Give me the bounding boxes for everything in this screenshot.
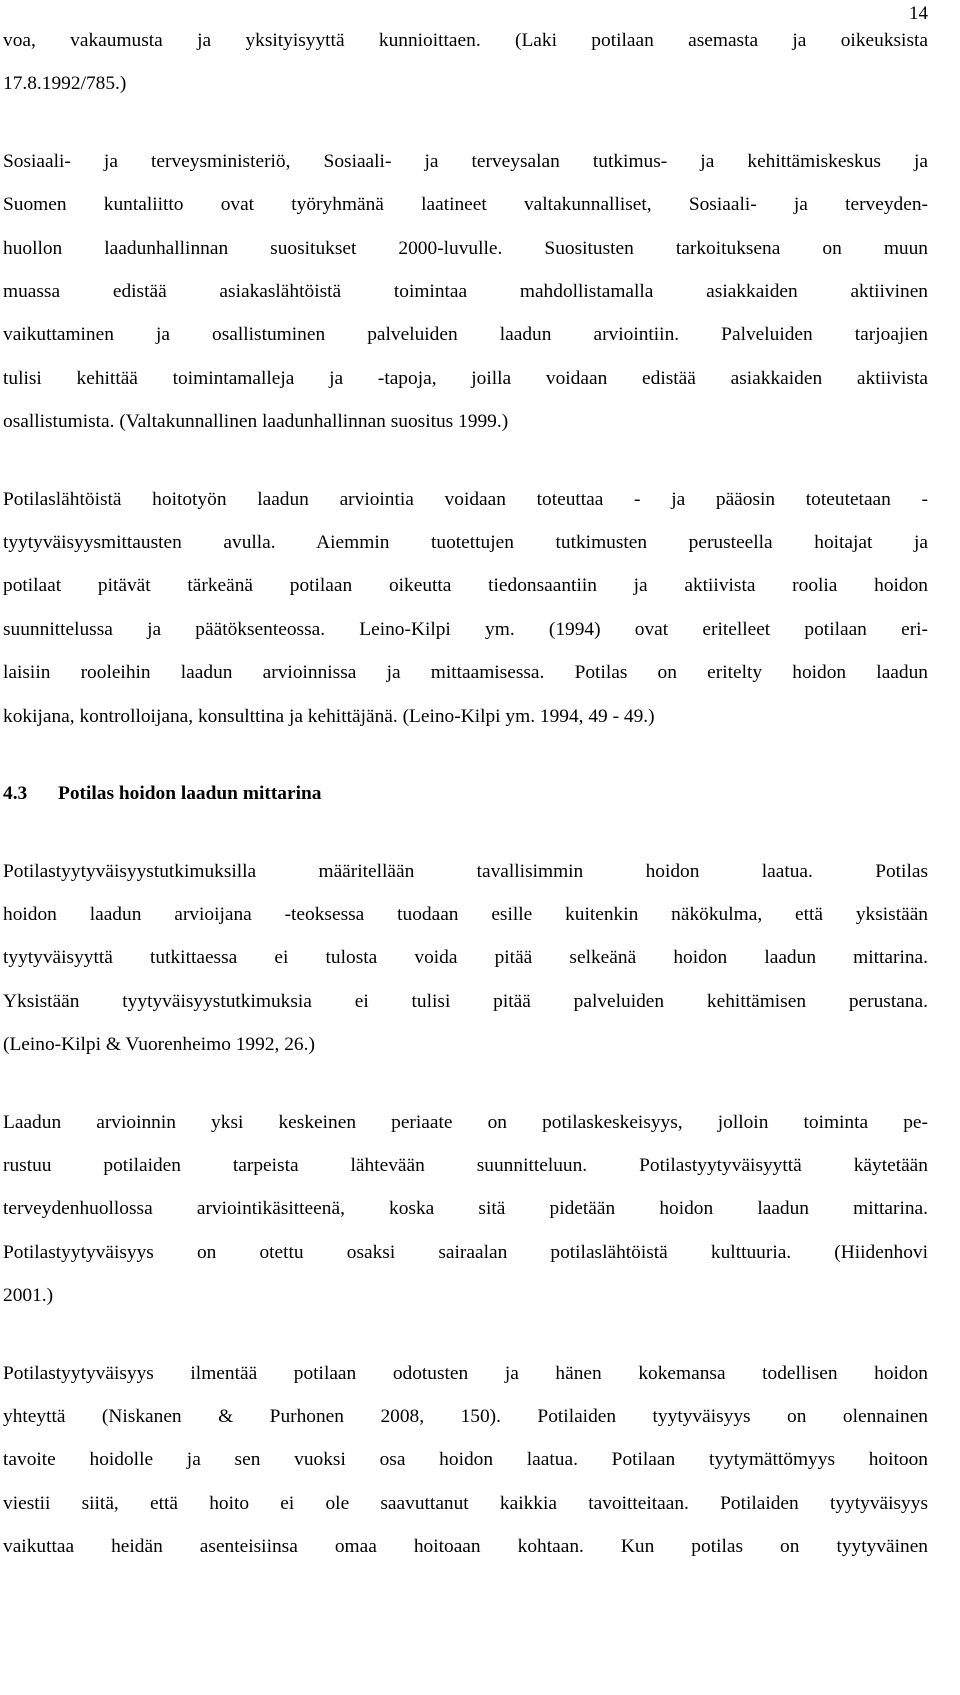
text-line: hoidon laadun arvioijana -teoksessa tuodaan esille kuitenkin näkökulma, että yksistään (3, 903, 928, 925)
paragraph-gap (3, 444, 928, 478)
text-line: yhteyttä (Niskanen & Purhonen 2008, 150). Potilaiden tyytyväisyys on olennainen (3, 1405, 928, 1427)
text-line: Potilastyytyväisyys on otettu osaksi sairaalan potilaslähtöistä kulttuuria. (Hiidenhovi (3, 1241, 928, 1263)
text-line: terveydenhuollossa arviointikäsitteenä, koska sitä pidetään hoidon laadun mittarina. (3, 1198, 928, 1220)
text-line: potilaat pitävät tärkeänä potilaan oikeutta tiedonsaantiin ja aktiivista roolia hoidon (3, 575, 928, 597)
text-line: tulisi kehittää toimintamalleja ja -tapoja, joilla voidaan edistää asiakkaiden aktiivista (3, 367, 928, 389)
text-line: Sosiaali- ja terveysministeriö, Sosiaali- ja terveysalan tutkimus- ja kehittämiskeskus ja (3, 150, 928, 172)
text-line: huollon laadunhallinnan suositukset 2000-luvulle. Suositusten tarkoituksena on muun (3, 237, 928, 259)
text-line: laisiin rooleihin laadun arvioinnissa ja mittaamisessa. Potilas on eritelty hoidon laadun (3, 662, 928, 684)
text-line: tyytyväisyysmittausten avulla. Aiemmin tuotettujen tutkimusten perusteella hoitajat ja (3, 532, 928, 554)
text-line: tyytyväisyyttä tutkittaessa ei tulosta voida pitää selkeänä hoidon laadun mittarina. (3, 947, 928, 969)
text-line: Yksistään tyytyväisyystutkimuksia ei tulisi pitää palveluiden kehittämisen perustana. (3, 990, 928, 1012)
section-number: 4.3 (3, 783, 28, 805)
section-title: Potilas hoidon laadun mittarina (58, 783, 322, 805)
text-line: tavoite hoidolle ja sen vuoksi osa hoidon laatua. Potilaan tyytymättömyys hoitoon (3, 1449, 928, 1471)
paragraph-gap (3, 1067, 928, 1101)
text-line: 17.8.1992/785.) (3, 73, 127, 95)
text-line: suunnittelussa ja päätöksenteossa. Leino-Kilpi ym. (1994) ovat eritelleet potilaan eri- (3, 618, 928, 640)
text-line: muassa edistää asiakaslähtöistä toimintaa mahdollistamalla asiakkaiden aktiivinen (3, 281, 928, 303)
paragraph-gap (3, 106, 928, 140)
paragraph-gap (3, 1318, 928, 1352)
paragraph-gap (3, 738, 928, 772)
text-line: voa, vakaumusta ja yksityisyyttä kunnioittaen. (Laki potilaan asemasta ja oikeuksista (3, 30, 928, 51)
text-line: vaikuttaminen ja osallistuminen palveluiden laadun arviointiin. Palveluiden tarjoajien (3, 324, 928, 346)
text-line: Potilastyytyväisyystutkimuksilla määritellään tavallisimmin hoidon laatua. Potilas (3, 860, 928, 882)
paragraph-gap (3, 816, 928, 850)
paragraph-satisfaction-expectations (3, 1352, 928, 1569)
text-line: Potilaslähtöistä hoitotyön laadun arviointia voidaan toteuttaa - ja pääosin toteutetaan - (3, 488, 928, 510)
paragraph-patient-centeredness (3, 1101, 928, 1318)
section-heading (3, 772, 928, 815)
text-line: osallistumista. (Valtakunnallinen laadunhallinnan suositus 1999.) (3, 411, 509, 433)
paragraph-satisfaction-studies (3, 850, 928, 1067)
paragraph-quality-recommendations (3, 140, 928, 444)
text-line: Laadun arvioinnin yksi keskeinen periaate on potilaskeskeisyys, jolloin toiminta pe- (3, 1111, 928, 1133)
text-line: 2001.) (3, 1285, 54, 1307)
paragraph-patient-rights-end (3, 19, 928, 106)
text-line: vaikuttaa heidän asenteisiinsa omaa hoitoaan kohtaan. Kun potilas on tyytyväinen (3, 1536, 928, 1558)
text-line: kokijana, kontrolloijana, konsulttina ja kehittäjänä. (Leino-Kilpi ym. 1994, 49 - 49.) (3, 705, 655, 727)
text-line: (Leino-Kilpi & Vuorenheimo 1992, 26.) (3, 1034, 315, 1056)
text-line: viestii siitä, että hoito ei ole saavuttanut kaikkia tavoitteitaan. Potilaiden tyytyväisyys (3, 1492, 928, 1514)
text-line: Potilastyytyväisyys ilmentää potilaan odotusten ja hänen kokemansa todellisen hoidon (3, 1362, 928, 1384)
text-line: rustuu potilaiden tarpeista lähtevään suunnitteluun. Potilastyytyväisyyttä käytetään (3, 1154, 928, 1176)
paragraph-patient-oriented-evaluation (3, 478, 928, 738)
text-line: Suomen kuntaliitto ovat työryhmänä laatineet valtakunnalliset, Sosiaali- ja terveyden- (3, 194, 928, 216)
page-number: 14 (909, 3, 928, 24)
